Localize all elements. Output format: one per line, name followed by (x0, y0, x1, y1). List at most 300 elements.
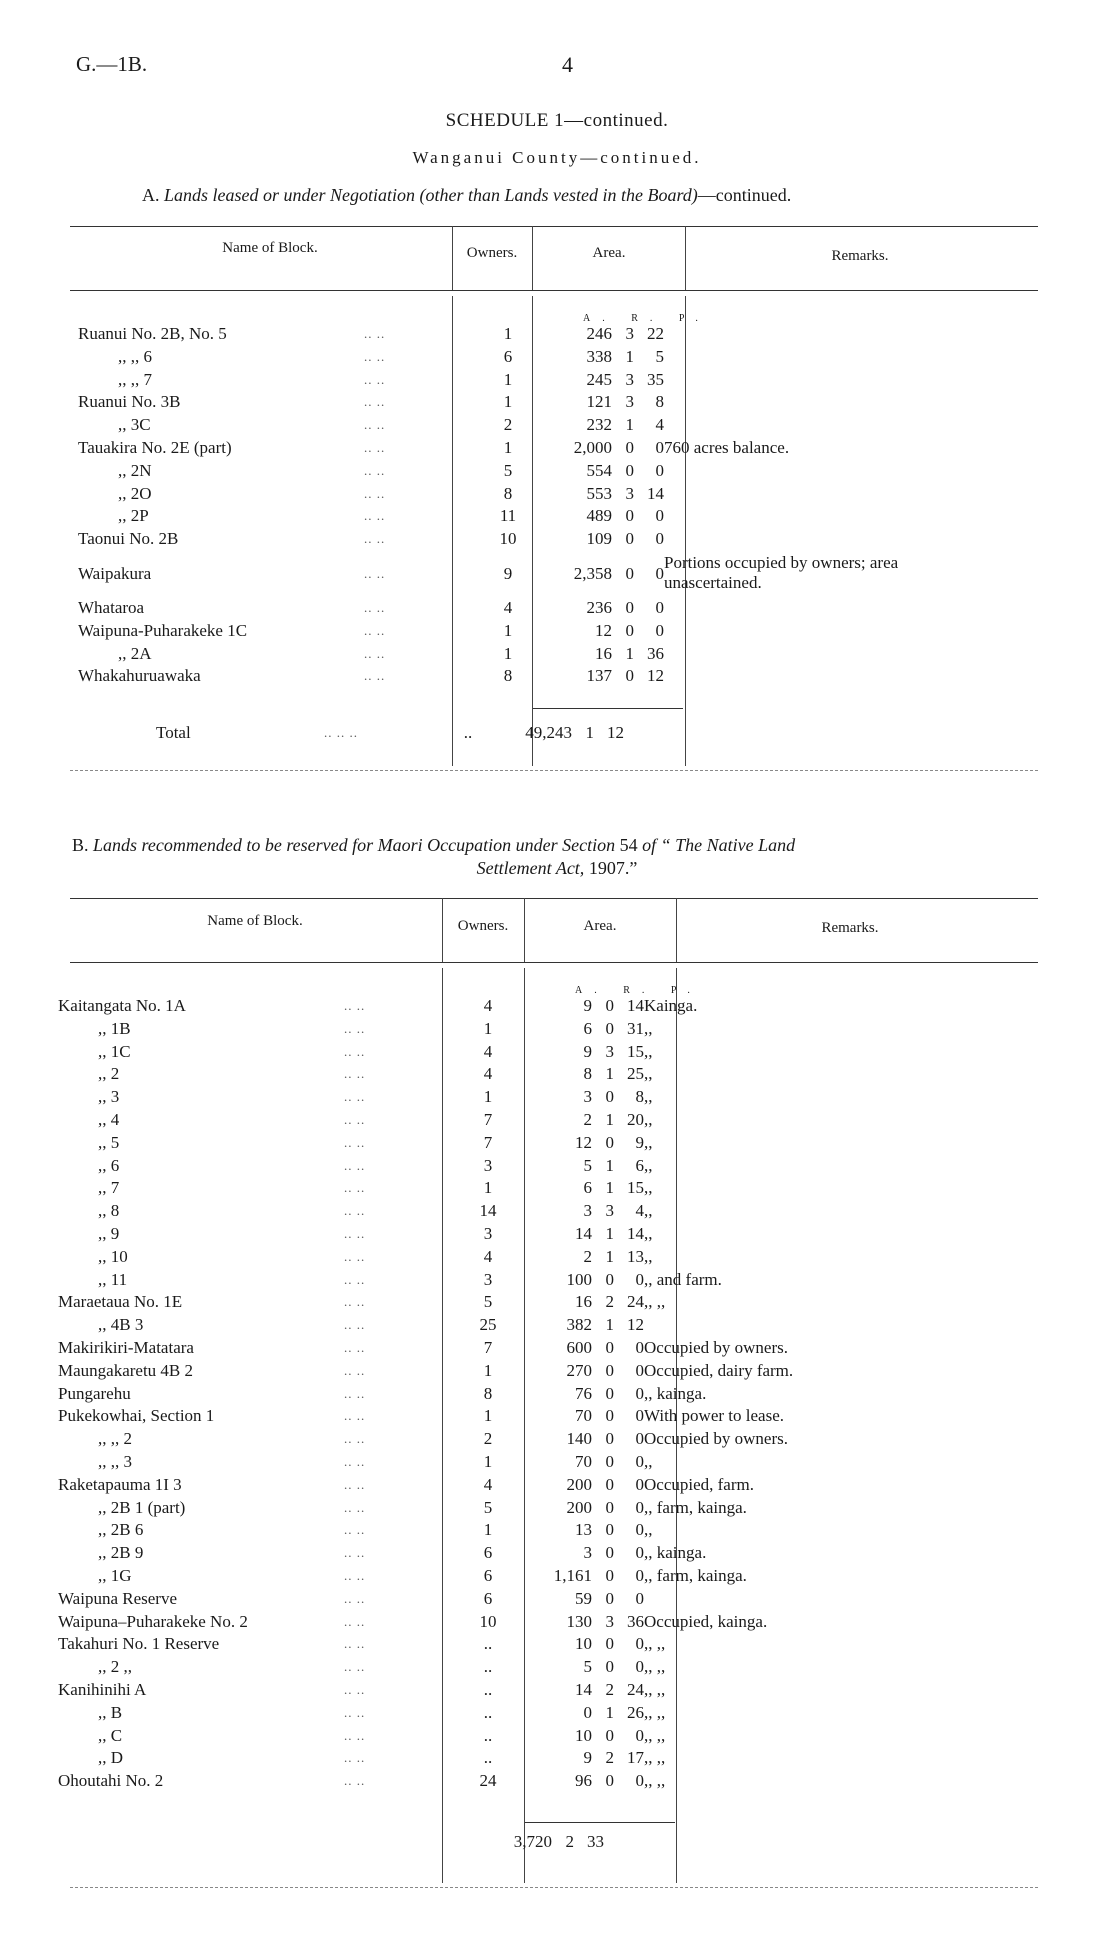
block-name: Taonui No. 2B (78, 529, 179, 549)
remarks-text (664, 391, 954, 414)
area-perches: 25 (627, 1064, 644, 1084)
area-perches: 0 (635, 1360, 644, 1380)
owners-count: 6 (503, 346, 513, 366)
table-row (58, 1383, 793, 1406)
remarks-text: ,, ,, (644, 1292, 666, 1312)
block-name: Maraetaua No. 1E (58, 1292, 183, 1312)
total-owners: .. (463, 723, 473, 742)
table-b-top-rule (70, 898, 1038, 899)
owners-count: 24 (479, 1771, 497, 1791)
block-name: ,, 1C (98, 1041, 131, 1061)
owners-count: 1 (483, 1406, 493, 1426)
remarks-text (664, 643, 954, 666)
owners-count: 14 (479, 1201, 497, 1221)
remarks-text: ,, (644, 1132, 653, 1152)
area-perches: 0 (635, 1634, 644, 1654)
area-roods: 0 (625, 597, 634, 617)
area-roods: 0 (605, 1406, 614, 1426)
block-name: ,, B (98, 1702, 123, 1722)
owners-count: 3 (483, 1269, 493, 1289)
block-name: ,, 7 (98, 1178, 120, 1198)
area-acres: 489 (586, 506, 612, 526)
remarks-text (664, 597, 954, 620)
block-name: Waipuna Reserve (58, 1588, 177, 1608)
area-perches: 8 (635, 1087, 644, 1107)
owners-count: 5 (483, 1497, 493, 1517)
block-name: ,, 10 (98, 1246, 128, 1266)
owners-count: 4 (483, 1064, 493, 1084)
table-b-total-rule (525, 1822, 675, 1823)
area-acres: 9 (583, 1041, 592, 1061)
leader-dots: .. .. (344, 998, 366, 1013)
area-roods: 0 (605, 1497, 614, 1517)
total-acres: 49,243 (525, 723, 572, 742)
owners-count: .. (483, 1634, 493, 1654)
remarks-text: ,, (644, 1246, 653, 1266)
leader-dots: .. .. (344, 1203, 366, 1219)
remarks-text (664, 620, 954, 643)
remarks-text (664, 323, 954, 346)
area-roods: 1 (605, 1064, 614, 1084)
table-row (58, 1770, 793, 1793)
area-perches: 24 (627, 1292, 644, 1312)
table-row (78, 665, 954, 688)
owners-count: 6 (483, 1543, 493, 1563)
block-name: Waipuna–Puharakeke No. 2 (58, 1611, 248, 1631)
area-acres: 246 (586, 324, 612, 343)
owners-count: .. (483, 1702, 493, 1722)
table-row (58, 995, 793, 1018)
area-roods: 3 (625, 324, 634, 343)
area-perches: 0 (635, 1725, 644, 1745)
remarks-text (644, 1588, 793, 1611)
block-name: Kaitangata No. 1A (58, 996, 186, 1015)
remarks-text: ,, (644, 1178, 653, 1198)
remarks-text: Occupied, farm. (644, 1474, 754, 1494)
section-b-of: of (642, 835, 657, 855)
area-roods: 0 (605, 1543, 614, 1563)
area-acres: 2 (583, 1109, 592, 1129)
table-row (58, 1611, 793, 1634)
owners-count: 4 (483, 1474, 493, 1494)
owners-count: 10 (479, 1611, 497, 1631)
area-roods: 1 (625, 415, 634, 435)
block-name: ,, 2B 9 (98, 1543, 144, 1563)
area-acres: 121 (586, 392, 612, 412)
table-b-col-owners: Owners. (457, 918, 509, 934)
owners-count: 5 (483, 1292, 493, 1312)
table-row (58, 1246, 793, 1269)
block-name: Waipakura (78, 563, 152, 583)
block-name: ,, 9 (98, 1223, 120, 1243)
area-perches: 0 (635, 1565, 644, 1585)
table-a-total-rule (533, 708, 683, 709)
table-row (58, 1405, 793, 1428)
area-perches: 6 (635, 1155, 644, 1175)
block-name: Maungakaretu 4B 2 (58, 1360, 194, 1380)
remarks-text: ,, ,, (644, 1748, 666, 1768)
area-roods: 0 (625, 506, 634, 526)
owners-count: 4 (483, 996, 493, 1015)
table-row (58, 1565, 793, 1588)
area-roods: 0 (625, 563, 634, 583)
remarks-text: ,, (644, 1520, 653, 1540)
block-name: ,, 2P (118, 506, 149, 526)
table-row (58, 1633, 793, 1656)
leader-dots: .. .. (344, 1385, 366, 1401)
leader-dots: .. .. (344, 1522, 366, 1538)
area-acres: 140 (566, 1429, 592, 1449)
remarks-text: Occupied by owners. (644, 1429, 788, 1449)
remarks-text (664, 460, 954, 483)
table-row (58, 1086, 793, 1109)
table-row (78, 437, 954, 460)
area-perches: 0 (635, 1269, 644, 1289)
leader-dots: .. .. (364, 371, 386, 387)
block-name: Ohoutahi No. 2 (58, 1771, 164, 1791)
remarks-text: With power to lease. (644, 1406, 784, 1426)
table-row (78, 643, 954, 666)
block-name: Ruanui No. 3B (78, 392, 181, 412)
block-name: Ruanui No. 2B, No. 5 (78, 324, 227, 343)
area-perches: 0 (635, 1543, 644, 1563)
area-roods: 0 (605, 1383, 614, 1403)
area-roods: 3 (625, 483, 634, 503)
leader-dots: .. .. (344, 1727, 366, 1743)
owners-count: 3 (483, 1155, 493, 1175)
owners-count: 8 (483, 1383, 493, 1403)
table-row (58, 1200, 793, 1223)
area-perches: 14 (627, 1223, 644, 1243)
table-a-units: A. R. P. (583, 313, 710, 324)
area-perches: 22 (647, 324, 664, 343)
remarks-text: ,, and farm. (644, 1269, 722, 1289)
leader-dots: .. .. (344, 1111, 366, 1127)
leader-dots: .. .. (344, 1317, 366, 1333)
area-acres: 70 (575, 1406, 592, 1426)
area-perches: 0 (655, 437, 664, 457)
owners-count: 8 (503, 483, 513, 503)
block-name: Pukekowhai, Section 1 (58, 1406, 215, 1426)
leader-dots: .. .. (344, 1362, 366, 1378)
area-roods: 2 (605, 1679, 614, 1699)
area-acres: 10 (575, 1634, 592, 1654)
area-acres: 96 (575, 1771, 592, 1791)
block-name: ,, 11 (98, 1269, 128, 1289)
table-b-divider (524, 898, 525, 962)
area-acres: 9 (583, 996, 592, 1015)
table-b-col-area: Area. (583, 918, 617, 934)
block-name: ,, C (98, 1725, 123, 1745)
remarks-text: ,, ,, (644, 1657, 666, 1677)
table-row (58, 1132, 793, 1155)
area-perches: 0 (655, 597, 664, 617)
area-perches: 12 (647, 666, 664, 686)
area-acres: 2 (583, 1246, 592, 1266)
owners-count: 1 (483, 1178, 493, 1198)
area-perches: 15 (627, 1178, 644, 1198)
block-name: ,, 2 (98, 1064, 120, 1084)
table-row (58, 1269, 793, 1292)
leader-dots: .. .. (364, 462, 386, 478)
remarks-text: Kainga. (644, 996, 698, 1015)
block-name: ,, 5 (98, 1132, 120, 1152)
block-name: Tauakira No. 2E (part) (78, 437, 232, 457)
area-roods: 1 (605, 1223, 614, 1243)
table-row (78, 391, 954, 414)
leader-dots: .. .. (344, 1613, 366, 1629)
table-row (58, 1337, 793, 1360)
owners-count: 1 (503, 643, 513, 663)
area-perches: 31 (627, 1018, 644, 1038)
section-b-prefix: B. (72, 835, 89, 855)
owners-count: 1 (483, 1520, 493, 1540)
remarks-text: ,, kainga. (644, 1543, 707, 1563)
remarks-text: ,, (644, 1087, 653, 1107)
block-name: Raketapauma 1I 3 (58, 1474, 182, 1494)
total-acres: 3,720 (513, 1832, 552, 1851)
area-roods: 1 (605, 1155, 614, 1175)
remarks-text: Portions occupied by owners; area unascertained. (664, 552, 899, 592)
owners-count: 3 (483, 1223, 493, 1243)
area-acres: 553 (586, 483, 612, 503)
area-acres: 554 (586, 460, 612, 480)
table-row (58, 1063, 793, 1086)
remarks-text: ,, (644, 1109, 653, 1129)
remarks-text: ,, ,, (644, 1771, 666, 1791)
owners-count: 10 (499, 529, 517, 549)
table-a-col-owners: Owners. (466, 245, 518, 261)
area-perches: 14 (647, 483, 664, 503)
owners-count: 4 (503, 597, 513, 617)
table-a-divider (452, 226, 453, 290)
area-acres: 245 (586, 369, 612, 389)
area-perches: 0 (655, 620, 664, 640)
section-b-title-text: Lands recommended to be reserved for Maori Occupation under Section (93, 835, 616, 855)
leader-dots: .. .. (364, 599, 386, 615)
owners-count: 6 (483, 1565, 493, 1585)
table-a-divider (685, 226, 686, 290)
table-row (58, 1497, 793, 1520)
owners-count: 1 (503, 369, 513, 389)
remarks-text: 760 acres balance. (664, 437, 790, 457)
leader-dots: .. .. (344, 1089, 366, 1105)
area-roods: 2 (605, 1748, 614, 1768)
area-roods: 0 (605, 1634, 614, 1654)
area-perches: 0 (655, 460, 664, 480)
owners-count: .. (483, 1657, 493, 1677)
area-roods: 1 (625, 346, 634, 366)
area-roods: 0 (625, 666, 634, 686)
area-acres: 1,161 (553, 1565, 592, 1585)
total-row (78, 722, 624, 745)
table-a-bottom-rule (70, 770, 1038, 771)
area-perches: 0 (635, 1451, 644, 1471)
area-roods: 1 (605, 1315, 614, 1335)
leader-dots: .. .. (344, 1225, 366, 1241)
area-acres: 9 (583, 1748, 592, 1768)
block-name: Takahuri No. 1 Reserve (58, 1634, 220, 1654)
owners-count: 2 (503, 415, 513, 435)
remarks-text (664, 369, 954, 392)
area-perches: 13 (627, 1246, 644, 1266)
leader-dots: .. .. (344, 1180, 366, 1196)
leader-dots: .. .. (344, 1339, 366, 1355)
owners-count: 1 (503, 324, 513, 343)
remarks-text: ,, ,, (644, 1725, 666, 1745)
block-name: ,, 4B 3 (98, 1315, 144, 1335)
table-row (58, 1041, 793, 1064)
block-name: ,, 2B 6 (98, 1520, 144, 1540)
remarks-text: Occupied by owners. (644, 1337, 788, 1357)
leader-dots: .. .. (344, 1134, 366, 1150)
area-roods: 3 (605, 1201, 614, 1221)
table-row (78, 597, 954, 620)
table-row (58, 1474, 793, 1497)
remarks-text (664, 483, 954, 506)
block-name: ,, 4 (98, 1109, 120, 1129)
leader-dots: .. .. (344, 1431, 366, 1447)
remarks-text: ,, (644, 1223, 653, 1243)
area-roods: 2 (605, 1292, 614, 1312)
area-perches: 26 (627, 1702, 644, 1722)
section-b-title-line2 (0, 858, 1114, 879)
block-name: Pungarehu (58, 1383, 131, 1403)
leader-dots: .. .. .. (324, 725, 358, 740)
area-roods: 0 (605, 1725, 614, 1745)
remarks-text (664, 665, 954, 688)
area-perches: 14 (627, 996, 644, 1015)
section-b-act-year: 1907.” (588, 858, 638, 878)
block-name: ,, 3 (98, 1087, 120, 1107)
area-perches: 17 (627, 1748, 644, 1768)
leader-dots: .. .. (364, 622, 386, 638)
area-acres: 137 (586, 666, 612, 686)
area-perches: 0 (635, 1497, 644, 1517)
area-roods: 0 (605, 1520, 614, 1540)
remarks-text: ,, (644, 1064, 653, 1084)
table-b-col-remarks: Remarks. (821, 920, 879, 936)
area-acres: 16 (595, 643, 612, 663)
area-perches: 4 (655, 415, 664, 435)
area-perches: 0 (635, 1337, 644, 1357)
table-b-total (58, 1831, 604, 1854)
area-perches: 4 (635, 1201, 644, 1221)
leader-dots: .. .. (344, 1704, 366, 1720)
table-row (58, 1702, 793, 1725)
area-perches: 35 (647, 369, 664, 389)
owners-count: 9 (503, 563, 513, 583)
area-acres: 600 (566, 1337, 592, 1357)
table-row (78, 505, 954, 528)
table-row (58, 1018, 793, 1041)
leader-dots: .. .. (344, 1408, 366, 1424)
area-perches: 15 (627, 1041, 644, 1061)
area-acres: 3 (583, 1087, 592, 1107)
remarks-text: ,, ,, (644, 1634, 666, 1654)
area-perches: 0 (655, 506, 664, 526)
table-row (58, 1223, 793, 1246)
block-name: ,, 6 (98, 1155, 120, 1175)
remarks-text: ,, (644, 1018, 653, 1038)
area-roods: 0 (605, 1087, 614, 1107)
table-a-header-rule (70, 290, 1038, 291)
remarks-text: ,, (644, 1155, 653, 1175)
block-name: ,, D (98, 1748, 124, 1768)
area-perches: 0 (635, 1657, 644, 1677)
owners-count: 5 (503, 460, 513, 480)
block-name: Waipuna-Puharakeke 1C (78, 620, 248, 640)
leader-dots: .. .. (364, 565, 386, 581)
block-name: Whakahuruawaka (78, 666, 201, 686)
table-b-units: A. R. P. (575, 985, 702, 996)
area-acres: 338 (586, 346, 612, 366)
area-roods: 0 (605, 1657, 614, 1677)
area-roods: 0 (605, 996, 614, 1015)
area-acres: 109 (586, 529, 612, 549)
block-name: Whataroa (78, 597, 145, 617)
area-roods: 1 (605, 1246, 614, 1266)
section-b-act-name: “ The Native Land (660, 835, 796, 855)
area-roods: 0 (625, 460, 634, 480)
remarks-text: ,, kainga. (644, 1383, 707, 1403)
area-acres: 10 (575, 1725, 592, 1745)
table-row (58, 1360, 793, 1383)
owners-count: 1 (483, 1018, 493, 1038)
leader-dots: .. .. (344, 1043, 366, 1059)
block-name: Makirikiri-Matatara (58, 1337, 194, 1357)
area-acres: 14 (575, 1679, 592, 1699)
leader-dots: .. .. (364, 417, 386, 433)
area-perches: 12 (627, 1315, 644, 1335)
area-acres: 382 (566, 1315, 592, 1335)
area-acres: 2,358 (573, 563, 612, 583)
block-name: ,, 8 (98, 1201, 120, 1221)
area-roods: 0 (625, 620, 634, 640)
block-name: ,, 1G (98, 1565, 132, 1585)
leader-dots: .. .. (364, 439, 386, 455)
owners-count: 1 (503, 620, 513, 640)
leader-dots: .. .. (344, 1020, 366, 1036)
owners-count: 1 (503, 437, 513, 457)
leader-dots: .. .. (364, 531, 386, 547)
area-roods: 0 (605, 1771, 614, 1791)
total-perches: 33 (587, 1832, 604, 1851)
area-acres: 13 (575, 1520, 592, 1540)
leader-dots: .. .. (364, 668, 386, 684)
table-a-col-remarks: Remarks. (831, 248, 889, 264)
area-acres: 6 (583, 1178, 592, 1198)
block-name: ,, ,, 7 (118, 369, 152, 389)
area-roods: 3 (605, 1041, 614, 1061)
area-roods: 0 (605, 1588, 614, 1608)
block-name: ,, 2B 1 (part) (98, 1497, 186, 1517)
area-acres: 70 (575, 1451, 592, 1471)
table-b-divider (442, 898, 443, 962)
table-row (58, 1656, 793, 1679)
total-perches: 12 (607, 723, 624, 742)
schedule-title: SCHEDULE 1—continued. (445, 110, 669, 131)
area-roods: 0 (605, 1018, 614, 1038)
area-acres: 3 (583, 1201, 592, 1221)
area-acres: 232 (586, 415, 612, 435)
area-roods: 1 (605, 1109, 614, 1129)
area-roods: 3 (625, 369, 634, 389)
area-roods: 0 (605, 1474, 614, 1494)
leader-dots: .. .. (364, 348, 386, 364)
owners-count: 1 (483, 1360, 493, 1380)
area-acres: 12 (595, 620, 612, 640)
